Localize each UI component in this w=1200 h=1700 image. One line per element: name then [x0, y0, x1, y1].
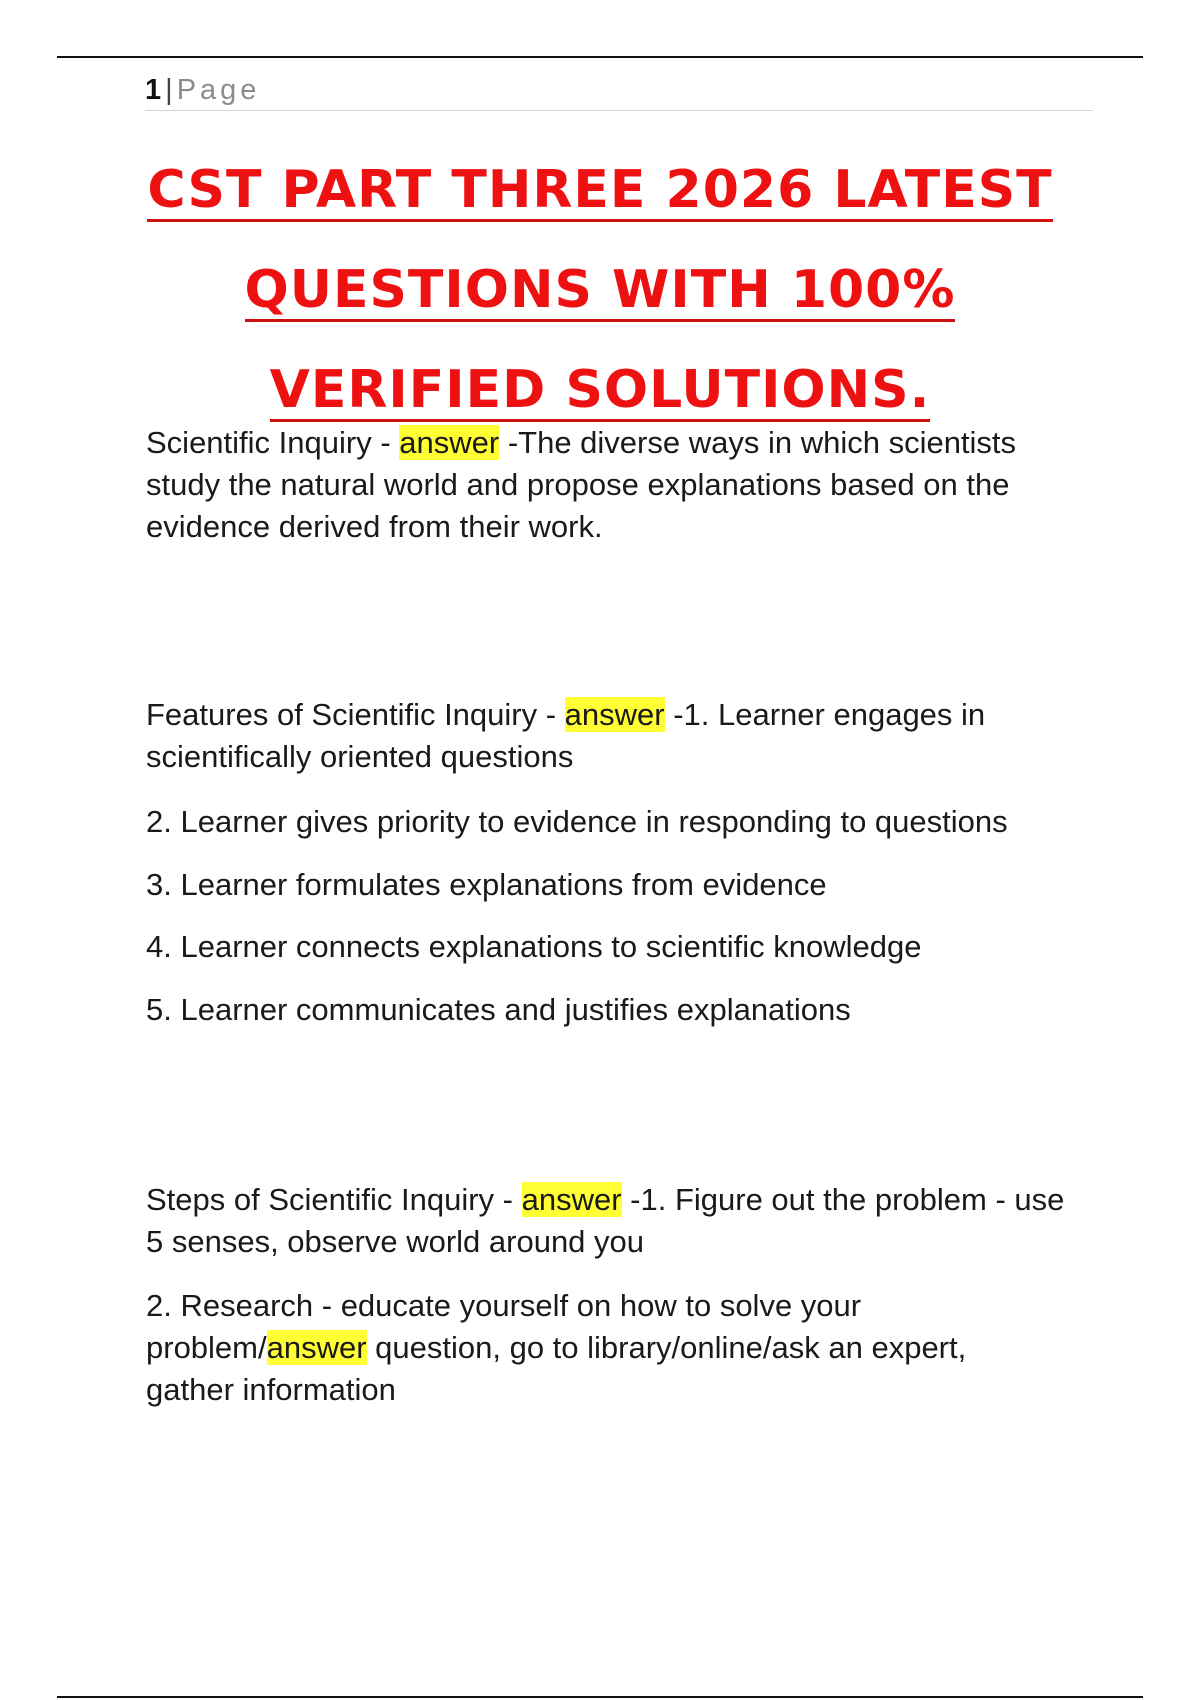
entry-definition: -1. Figure out the problem - use 5 senses, observe world around you — [146, 1182, 1065, 1259]
step-research — [146, 1285, 1046, 1411]
step-text: question, go to library/online/ask an expert, gather information — [146, 1330, 967, 1407]
entry-term: Features of Scientific Inquiry - — [146, 697, 565, 732]
answer-highlight: answer — [399, 425, 500, 460]
entry-scientific-inquiry — [146, 422, 1086, 548]
entry-definition: -The diverse ways in which scientists study the natural world and propose explanations based on the evidence derived from their work. — [146, 425, 1017, 544]
title-line-1: CST PART THREE 2026 LATEST — [147, 160, 1053, 220]
page-label: Page — [176, 74, 261, 106]
page-header — [145, 70, 1093, 111]
answer-highlight: answer — [266, 1330, 367, 1365]
list-item: 2. Learner gives priority to evidence in responding to questions — [146, 804, 1008, 839]
top-rule — [57, 56, 1143, 58]
answer-highlight: answer — [564, 697, 665, 732]
title-line-3: VERIFIED SOLUTIONS. — [269, 360, 931, 420]
answer-highlight: answer — [521, 1182, 622, 1217]
list-item: 3. Learner formulates explanations from evidence — [146, 867, 827, 902]
entry-steps-of-scientific-inquiry — [146, 1179, 1086, 1263]
list-item: 4. Learner connects explanations to scientific knowledge — [146, 929, 922, 964]
entry-term: Scientific Inquiry - — [146, 425, 400, 460]
page-separator: | — [165, 74, 173, 106]
document-title — [0, 148, 1200, 448]
entry-term: Steps of Scientific Inquiry - — [146, 1182, 522, 1217]
entry-features-of-scientific-inquiry — [146, 694, 1086, 778]
title-line-2: QUESTIONS WITH 100% — [244, 260, 956, 320]
step-text: 2. Research - educate yourself on how to solve your problem/ — [146, 1288, 862, 1365]
list-item: 5. Learner communicates and justifies explanations — [146, 992, 851, 1027]
entry-definition: -1. Learner engages in scientifically oriented questions — [146, 697, 986, 774]
page-number: 1 — [145, 74, 162, 106]
bottom-rule — [57, 1696, 1143, 1698]
